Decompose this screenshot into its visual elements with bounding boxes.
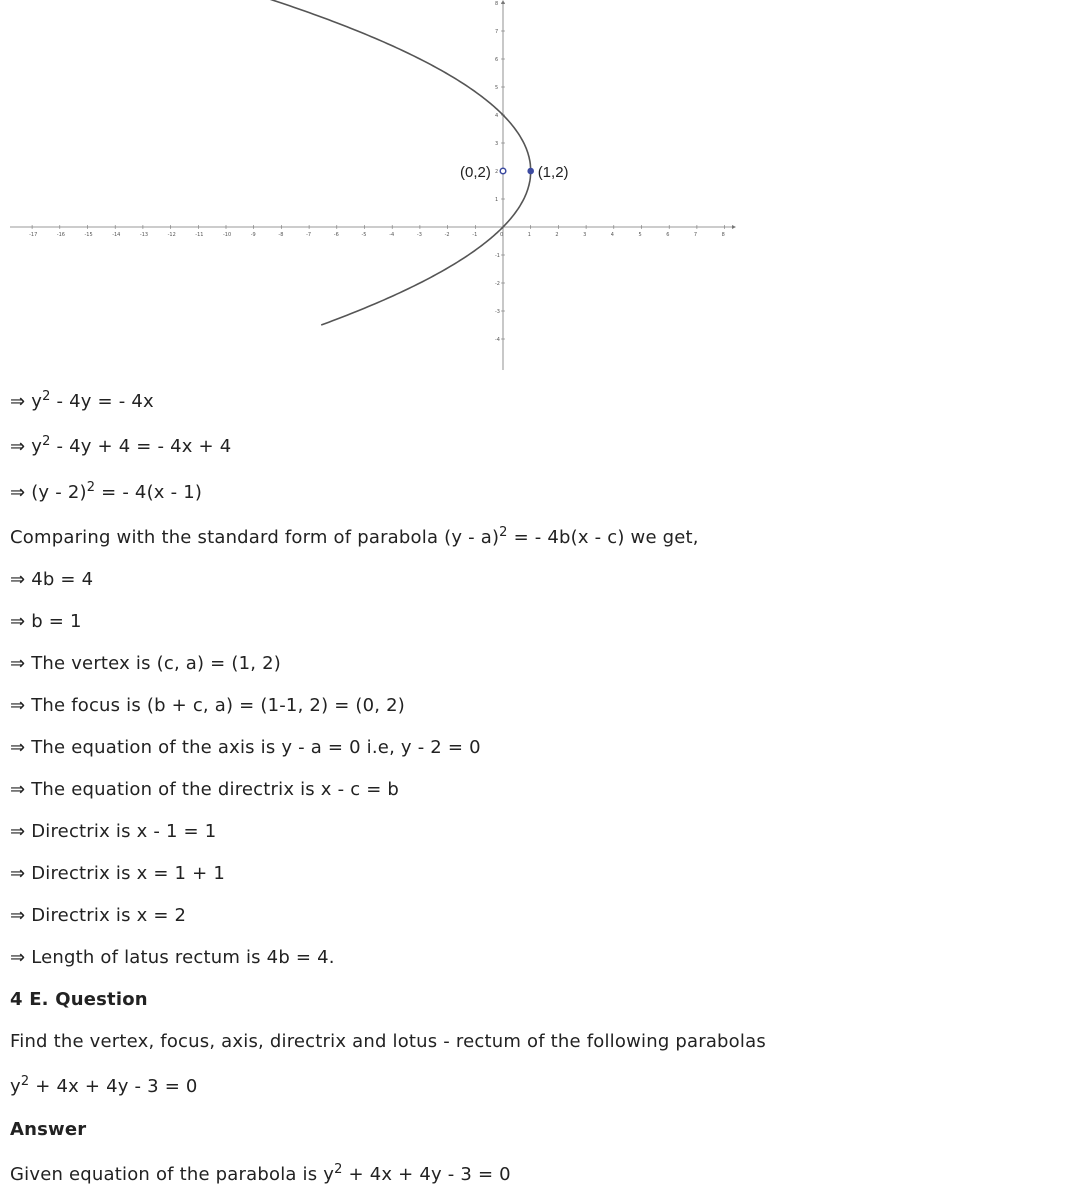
comparison-line: Comparing with the standard form of parabola (y - a)$^2$ = - 4b(x - c) we get, <box>10 524 699 548</box>
x-tick-label: -17 <box>29 232 38 238</box>
y-tick-label: 7 <box>495 29 499 35</box>
answer-heading: Answer <box>10 1119 87 1140</box>
y-tick-label: -4 <box>495 337 500 343</box>
y-axis-arrow <box>501 0 505 4</box>
focus-line: ⇒ The focus is (b + c, a) = (1-1, 2) = (0, 2) <box>10 695 406 716</box>
x-tick-label: -13 <box>139 232 149 238</box>
x-tick-label: 4 <box>610 232 614 238</box>
x-tick-label: -16 <box>56 232 65 238</box>
x-tick-label: -4 <box>389 232 395 238</box>
x-tick-label: 6 <box>666 232 670 238</box>
x-tick-label: -1 <box>472 232 478 238</box>
x-tick-label: -7 <box>306 232 312 238</box>
step-line: ⇒ (y - 2)$^2$ = - 4(x - 1) <box>10 479 203 503</box>
graph-canvas <box>0 0 740 372</box>
parabola-curve <box>36 0 531 325</box>
x-tick-label: -5 <box>361 232 367 238</box>
x-tick-label: 8 <box>721 232 725 238</box>
axis-line: ⇒ The equation of the axis is y - a = 0 i.e, y - 2 = 0 <box>10 737 481 758</box>
answer-text: Given equation of the parabola is $y^2 + 4x + 4y - 3 = 0$ <box>10 1161 511 1185</box>
x-tick-label: -11 <box>195 232 204 238</box>
x-tick-label: -14 <box>112 232 121 238</box>
focus-point <box>500 168 506 174</box>
x-axis-arrow <box>732 225 736 229</box>
x-tick-label: -10 <box>223 232 232 238</box>
y-tick-label: 3 <box>495 141 499 147</box>
parabola-graph <box>0 0 740 372</box>
vertex-point <box>528 168 534 174</box>
step-line: ⇒ 4b = 4 <box>10 569 94 590</box>
question-text: Find the vertex, focus, axis, directrix and lotus - rectum of the following parabolas <box>10 1031 766 1052</box>
vertex-line: ⇒ The vertex is (c, a) = (1, 2) <box>10 653 281 674</box>
x-tick-label: 3 <box>583 232 587 238</box>
x-tick-label: -8 <box>278 232 284 238</box>
y-tick-label: 6 <box>495 57 499 63</box>
x-tick-label: -3 <box>416 232 422 238</box>
latus-rectum-line: ⇒ Length of latus rectum is 4b = 4. <box>10 947 335 968</box>
y-tick-label: 5 <box>495 85 499 91</box>
step-line: ⇒ $y^2 - 4y + 4$ = - 4x + 4 <box>10 433 232 457</box>
step-line: ⇒ $y^2 - 4y$ = - 4x <box>10 388 154 412</box>
x-tick-label: -12 <box>167 232 176 238</box>
focus-label: (0,2) <box>460 164 491 181</box>
directrix-line: ⇒ Directrix is x - 1 = 1 <box>10 821 217 842</box>
question-equation: $y^2 + 4x + 4y - 3 = 0$ <box>10 1073 198 1097</box>
x-tick-label: -6 <box>333 232 339 238</box>
y-tick-label: -1 <box>495 253 500 259</box>
x-tick-label: 0 <box>500 232 504 238</box>
y-tick-label: 1 <box>495 197 499 203</box>
x-tick-label: -15 <box>84 232 93 238</box>
y-tick-label: 8 <box>495 1 499 7</box>
x-tick-label: 5 <box>638 232 642 238</box>
step-line: ⇒ b = 1 <box>10 611 82 632</box>
vertex-label: (1,2) <box>537 164 569 181</box>
x-tick-label: 2 <box>555 232 559 238</box>
y-tick-label: -3 <box>495 309 500 315</box>
x-tick-label: -2 <box>444 232 450 238</box>
y-tick-label: 2 <box>495 169 499 175</box>
x-tick-label: 1 <box>527 232 531 238</box>
directrix-line: ⇒ Directrix is x = 1 + 1 <box>10 863 225 884</box>
y-tick-label: -2 <box>495 281 500 287</box>
x-tick-label: 7 <box>693 232 698 238</box>
directrix-line: ⇒ The equation of the directrix is x - c = b <box>10 779 400 800</box>
directrix-line: ⇒ Directrix is x = 2 <box>10 905 187 926</box>
y-tick-label: 4 <box>495 113 499 119</box>
x-tick-label: -9 <box>250 232 256 238</box>
question-heading: 4 E. Question <box>10 989 148 1010</box>
